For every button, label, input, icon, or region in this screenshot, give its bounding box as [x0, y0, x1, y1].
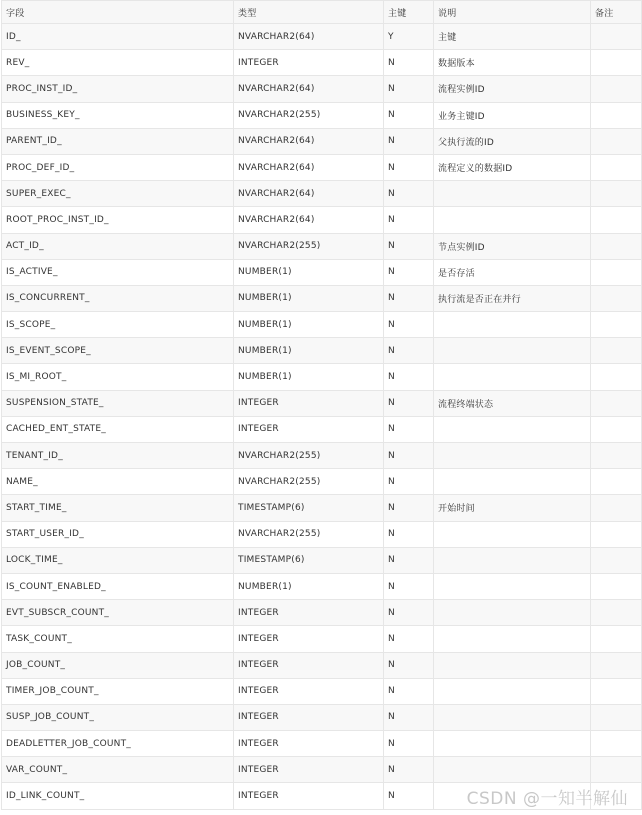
cell-field: IS_CONCURRENT_ — [2, 285, 234, 311]
cell-type: NVARCHAR2(64) — [234, 154, 384, 180]
cell-description — [434, 547, 591, 573]
cell-type: INTEGER — [234, 652, 384, 678]
cell-note — [591, 678, 642, 704]
cell-note — [591, 259, 642, 285]
cell-type: INTEGER — [234, 50, 384, 76]
cell-description — [434, 573, 591, 599]
cell-field: TIMER_JOB_COUNT_ — [2, 678, 234, 704]
cell-field: BUSINESS_KEY_ — [2, 102, 234, 128]
table-row — [2, 495, 642, 521]
cell-note — [591, 704, 642, 730]
table-row — [2, 443, 642, 469]
cell-type: NVARCHAR2(64) — [234, 207, 384, 233]
table-row — [2, 24, 642, 50]
cell-type: NVARCHAR2(64) — [234, 76, 384, 102]
header-note: 备注 — [591, 1, 642, 24]
cell-note — [591, 312, 642, 338]
table-row — [2, 573, 642, 599]
cell-note — [591, 76, 642, 102]
cell-description — [434, 521, 591, 547]
cell-note — [591, 128, 642, 154]
header-primary-key: 主键 — [384, 1, 434, 24]
table-row — [2, 259, 642, 285]
cell-description: 节点实例ID — [434, 233, 591, 259]
cell-type: NVARCHAR2(255) — [234, 233, 384, 259]
watermark: CSDN @一知半解仙 — [466, 789, 628, 809]
cell-description: 父执行流的ID — [434, 128, 591, 154]
cell-field: TASK_COUNT_ — [2, 626, 234, 652]
table-row — [2, 416, 642, 442]
cell-primary-key: N — [384, 285, 434, 311]
cell-field: SUSPENSION_STATE_ — [2, 390, 234, 416]
cell-note — [591, 364, 642, 390]
cell-description — [434, 364, 591, 390]
cell-type: TIMESTAMP(6) — [234, 495, 384, 521]
cell-note — [591, 207, 642, 233]
cell-description: 是否存活 — [434, 259, 591, 285]
cell-primary-key: N — [384, 338, 434, 364]
cell-type: NUMBER(1) — [234, 364, 384, 390]
cell-description: 主键 — [434, 24, 591, 50]
cell-field: START_USER_ID_ — [2, 521, 234, 547]
table-row — [2, 547, 642, 573]
cell-field: TENANT_ID_ — [2, 443, 234, 469]
cell-field: JOB_COUNT_ — [2, 652, 234, 678]
cell-type: INTEGER — [234, 783, 384, 809]
table-row — [2, 50, 642, 76]
cell-type: INTEGER — [234, 626, 384, 652]
table-row — [2, 102, 642, 128]
cell-description — [434, 469, 591, 495]
cell-primary-key: N — [384, 128, 434, 154]
cell-primary-key: N — [384, 312, 434, 338]
cell-type: NUMBER(1) — [234, 312, 384, 338]
cell-description — [434, 600, 591, 626]
cell-description — [434, 757, 591, 783]
cell-type: NUMBER(1) — [234, 285, 384, 311]
table-row — [2, 312, 642, 338]
schema-table — [1, 0, 642, 810]
cell-primary-key: N — [384, 783, 434, 809]
cell-primary-key: N — [384, 521, 434, 547]
cell-note — [591, 573, 642, 599]
cell-type: INTEGER — [234, 678, 384, 704]
cell-note — [591, 50, 642, 76]
cell-primary-key: N — [384, 416, 434, 442]
cell-type: NVARCHAR2(255) — [234, 443, 384, 469]
cell-description: 流程实例ID — [434, 76, 591, 102]
cell-description — [434, 704, 591, 730]
cell-field: ID_LINK_COUNT_ — [2, 783, 234, 809]
table-row — [2, 207, 642, 233]
cell-description — [434, 416, 591, 442]
cell-field: IS_EVENT_SCOPE_ — [2, 338, 234, 364]
table-row — [2, 233, 642, 259]
cell-primary-key: N — [384, 757, 434, 783]
cell-primary-key: N — [384, 652, 434, 678]
cell-note — [591, 416, 642, 442]
cell-field: LOCK_TIME_ — [2, 547, 234, 573]
cell-primary-key: N — [384, 678, 434, 704]
cell-description — [434, 312, 591, 338]
cell-primary-key: N — [384, 102, 434, 128]
cell-field: PARENT_ID_ — [2, 128, 234, 154]
cell-primary-key: N — [384, 364, 434, 390]
table-row — [2, 521, 642, 547]
cell-field: NAME_ — [2, 469, 234, 495]
cell-description — [434, 731, 591, 757]
cell-note — [591, 154, 642, 180]
cell-primary-key: N — [384, 600, 434, 626]
cell-type: TIMESTAMP(6) — [234, 547, 384, 573]
cell-note — [591, 626, 642, 652]
cell-type: NUMBER(1) — [234, 338, 384, 364]
header-description: 说明 — [434, 1, 591, 24]
cell-type: INTEGER — [234, 416, 384, 442]
table-row — [2, 678, 642, 704]
cell-description: 执行流是否正在并行 — [434, 285, 591, 311]
cell-description: 数据版本 — [434, 50, 591, 76]
cell-primary-key: N — [384, 573, 434, 599]
table-row — [2, 128, 642, 154]
table-row — [2, 154, 642, 180]
cell-field: IS_ACTIVE_ — [2, 259, 234, 285]
cell-note — [591, 731, 642, 757]
cell-field: ACT_ID_ — [2, 233, 234, 259]
header-field: 字段 — [2, 1, 234, 24]
cell-primary-key: N — [384, 704, 434, 730]
cell-field: IS_MI_ROOT_ — [2, 364, 234, 390]
cell-primary-key: Y — [384, 24, 434, 50]
cell-field: VAR_COUNT_ — [2, 757, 234, 783]
cell-note — [591, 285, 642, 311]
cell-primary-key: N — [384, 181, 434, 207]
cell-description: 流程终端状态 — [434, 390, 591, 416]
cell-note — [591, 495, 642, 521]
cell-primary-key: N — [384, 76, 434, 102]
cell-description: 开始时间 — [434, 495, 591, 521]
cell-note — [591, 181, 642, 207]
cell-description — [434, 443, 591, 469]
cell-note — [591, 338, 642, 364]
cell-description: 流程定义的数据ID — [434, 154, 591, 180]
cell-type: NVARCHAR2(255) — [234, 521, 384, 547]
cell-field: PROC_DEF_ID_ — [2, 154, 234, 180]
cell-primary-key: N — [384, 154, 434, 180]
cell-primary-key: N — [384, 233, 434, 259]
cell-type: NVARCHAR2(255) — [234, 102, 384, 128]
cell-field: ID_ — [2, 24, 234, 50]
table-row — [2, 364, 642, 390]
cell-note — [591, 652, 642, 678]
cell-type: NVARCHAR2(64) — [234, 24, 384, 50]
table-row — [2, 626, 642, 652]
table-row — [2, 76, 642, 102]
cell-field: CACHED_ENT_STATE_ — [2, 416, 234, 442]
table-row — [2, 181, 642, 207]
cell-description — [434, 626, 591, 652]
cell-primary-key: N — [384, 626, 434, 652]
cell-field: EVT_SUBSCR_COUNT_ — [2, 600, 234, 626]
cell-description — [434, 181, 591, 207]
cell-note — [591, 600, 642, 626]
cell-field: IS_SCOPE_ — [2, 312, 234, 338]
cell-note — [591, 233, 642, 259]
cell-type: NVARCHAR2(64) — [234, 181, 384, 207]
cell-type: NVARCHAR2(255) — [234, 469, 384, 495]
cell-primary-key: N — [384, 495, 434, 521]
cell-type: NUMBER(1) — [234, 259, 384, 285]
cell-note — [591, 521, 642, 547]
cell-type: NUMBER(1) — [234, 573, 384, 599]
cell-field: SUPER_EXEC_ — [2, 181, 234, 207]
cell-type: INTEGER — [234, 731, 384, 757]
table-row — [2, 390, 642, 416]
table-header-row — [2, 1, 642, 24]
table-row — [2, 600, 642, 626]
cell-type: INTEGER — [234, 704, 384, 730]
cell-primary-key: N — [384, 731, 434, 757]
cell-primary-key: N — [384, 259, 434, 285]
cell-field: IS_COUNT_ENABLED_ — [2, 573, 234, 599]
cell-primary-key: N — [384, 50, 434, 76]
cell-note — [591, 469, 642, 495]
cell-primary-key: N — [384, 390, 434, 416]
cell-field: DEADLETTER_JOB_COUNT_ — [2, 731, 234, 757]
cell-field: REV_ — [2, 50, 234, 76]
cell-note — [591, 390, 642, 416]
cell-description — [434, 678, 591, 704]
table-row — [2, 285, 642, 311]
cell-note — [591, 757, 642, 783]
cell-note — [591, 24, 642, 50]
cell-type: INTEGER — [234, 600, 384, 626]
cell-note — [591, 102, 642, 128]
table-row — [2, 469, 642, 495]
cell-note — [591, 547, 642, 573]
table-row — [2, 731, 642, 757]
cell-type: INTEGER — [234, 757, 384, 783]
table-row — [2, 757, 642, 783]
header-type: 类型 — [234, 1, 384, 24]
cell-primary-key: N — [384, 469, 434, 495]
cell-note — [591, 443, 642, 469]
cell-type: INTEGER — [234, 390, 384, 416]
cell-primary-key: N — [384, 207, 434, 233]
table-row — [2, 652, 642, 678]
table-row — [2, 704, 642, 730]
cell-field: PROC_INST_ID_ — [2, 76, 234, 102]
cell-description — [434, 207, 591, 233]
cell-type: NVARCHAR2(64) — [234, 128, 384, 154]
cell-description — [434, 652, 591, 678]
cell-description — [434, 338, 591, 364]
cell-field: SUSP_JOB_COUNT_ — [2, 704, 234, 730]
cell-primary-key: N — [384, 547, 434, 573]
cell-field: ROOT_PROC_INST_ID_ — [2, 207, 234, 233]
table-row — [2, 338, 642, 364]
cell-description: 业务主键ID — [434, 102, 591, 128]
cell-field: START_TIME_ — [2, 495, 234, 521]
cell-primary-key: N — [384, 443, 434, 469]
